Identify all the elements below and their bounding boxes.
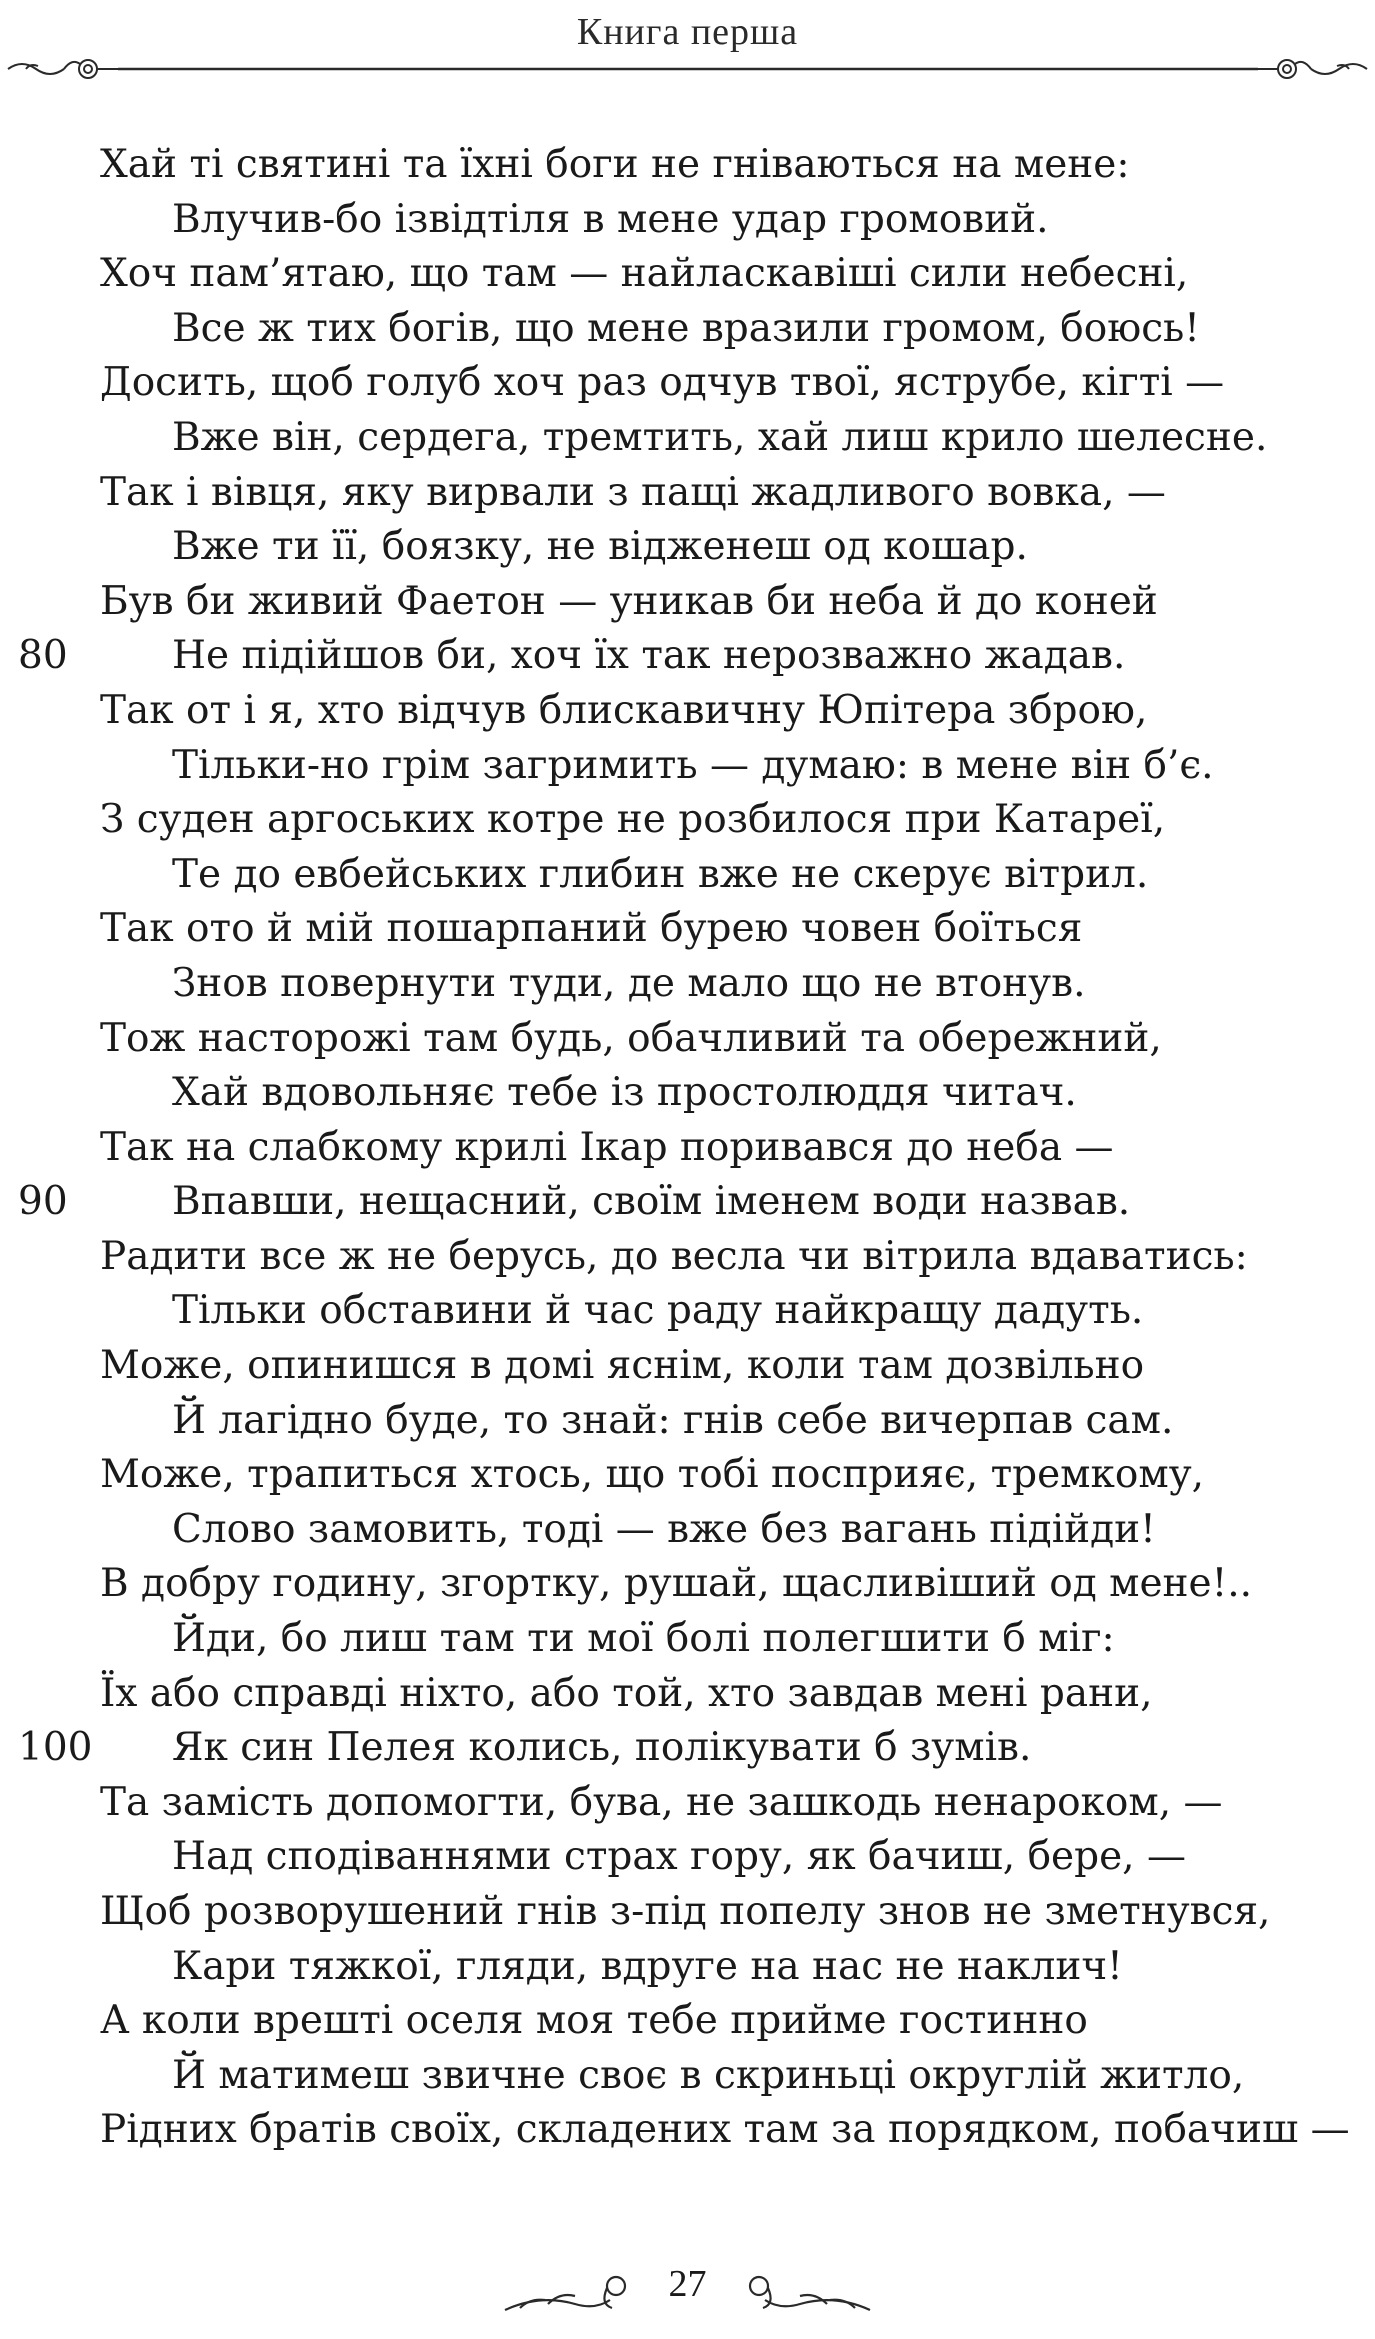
verse-text: Вже ти її, боязку, не віджeнеш од кошар. bbox=[172, 524, 1028, 570]
verse-text: З суден аргоських котре не розбилося при Катареї, bbox=[100, 797, 1166, 843]
verse-line bbox=[0, 1994, 1375, 2049]
verse-line bbox=[0, 1284, 1375, 1339]
verse-text: Так ото й мій пошарпаний бурею човен боїться bbox=[100, 906, 1083, 952]
header-ornament-rule bbox=[0, 54, 1375, 84]
verse-line bbox=[0, 138, 1375, 193]
verse-text: Їх або справді ніхто, або той, хто завдав мені рани, bbox=[100, 1670, 1153, 1716]
verse-text: Був би живий Фаетон — уникав би неба й до коней bbox=[100, 578, 1158, 624]
verse-text: Хай ті святині та їхні боги не гніваються на мене: bbox=[100, 142, 1130, 187]
verse-line bbox=[0, 1448, 1375, 1503]
verse-text: Та замість допомогти, бува, не зашкодь ненароком, — bbox=[100, 1779, 1223, 1825]
verse-text: Так от і я, хто відчув блискавичну Юпітера зброю, bbox=[100, 687, 1148, 733]
verse-text: Тільки-но грім загримить — думаю: в мене він б’є. bbox=[172, 742, 1214, 788]
verse-text: Досить, щоб голуб хоч раз одчув твої, яструбе, кігті — bbox=[100, 360, 1225, 406]
poem-body bbox=[0, 138, 1375, 2158]
line-number: 100 bbox=[18, 1725, 93, 1771]
verse-text: Те до евбейських глибин вже не скерує вітрил. bbox=[172, 851, 1149, 897]
verse-line bbox=[0, 1339, 1375, 1394]
verse-line bbox=[0, 1230, 1375, 1285]
verse-line bbox=[0, 1885, 1375, 1940]
left-flourish-icon bbox=[8, 60, 118, 78]
line-number: 90 bbox=[18, 1179, 68, 1225]
verse-text: Над сподіваннями страх гору, як бачиш, бере, — bbox=[172, 1834, 1186, 1880]
verse-text: Як син Пелея колись, полікувати б зумів. bbox=[172, 1725, 1032, 1771]
verse-line bbox=[0, 247, 1375, 302]
verse-text: Слово замовить, тоді — вже без вагань підійди! bbox=[172, 1506, 1156, 1552]
verse-text: Хоч пам’ятаю, що там — найласкавіші сили небесні, bbox=[100, 251, 1189, 297]
verse-text: Кари тяжкої, гляди, вдруге на нас не наклич! bbox=[172, 1943, 1123, 1989]
verse-text: Не підійшов би, хоч їх так нерозважно жадав. bbox=[172, 633, 1126, 679]
verse-line bbox=[0, 957, 1375, 1012]
verse-line bbox=[0, 193, 1375, 248]
verse-text: Тож насторожі там будь, обачливий та обережний, bbox=[100, 1015, 1162, 1061]
verse-text: Знов повернути туди, де мало що не втонув. bbox=[172, 960, 1086, 1006]
verse-text: Хай вдовольняє тебе із простолюддя читач. bbox=[172, 1070, 1077, 1116]
verse-line bbox=[0, 1394, 1375, 1449]
verse-line bbox=[0, 356, 1375, 411]
verse-line bbox=[0, 2049, 1375, 2104]
verse-text: Й матимеш звичне своє в скриньці округлій житло, bbox=[172, 2052, 1245, 2098]
verse-line bbox=[0, 1066, 1375, 1121]
verse-line bbox=[0, 1830, 1375, 1885]
verse-line bbox=[0, 629, 1375, 684]
verse-text: А коли врешті оселя моя тебе прийме гостинно bbox=[100, 1998, 1088, 2044]
verse-line bbox=[0, 1776, 1375, 1831]
verse-text: Вже він, сердега, тремтить, хай лиш крило шелесне. bbox=[172, 414, 1268, 460]
verse-line bbox=[0, 1012, 1375, 1067]
verse-line bbox=[0, 575, 1375, 630]
verse-text: Радити все ж не берусь, до весла чи вітрила вдаватись: bbox=[100, 1233, 1248, 1279]
verse-line bbox=[0, 902, 1375, 957]
verse-text: Впавши, нещасний, своїм іменем води назвав. bbox=[172, 1179, 1131, 1225]
verse-text: Все ж тих богів, що мене вразили громом, боюсь! bbox=[172, 305, 1200, 351]
verse-text: Рідних братів своїх, складених там за порядком, побачиш — bbox=[100, 2107, 1350, 2153]
verse-line bbox=[0, 411, 1375, 466]
verse-line bbox=[0, 1557, 1375, 1612]
verse-line bbox=[0, 302, 1375, 357]
verse-line bbox=[0, 2103, 1375, 2158]
verse-line bbox=[0, 1175, 1375, 1230]
verse-text: Тільки обставини й час раду найкращу дадуть. bbox=[172, 1288, 1144, 1334]
verse-text: Може, опинишся в домі яснім, коли там дозвільно bbox=[100, 1343, 1145, 1389]
verse-line bbox=[0, 1667, 1375, 1722]
verse-line bbox=[0, 1121, 1375, 1176]
verse-line bbox=[0, 848, 1375, 903]
verse-text: Й лагідно буде, то знай: гнів себе вичерпав сам. bbox=[172, 1397, 1174, 1443]
verse-line bbox=[0, 1940, 1375, 1995]
verse-line bbox=[0, 684, 1375, 739]
verse-line bbox=[0, 466, 1375, 521]
verse-text: В добру годину, згортку, рушай, щасливіший од мене!.. bbox=[100, 1561, 1253, 1607]
verse-line bbox=[0, 739, 1375, 794]
verse-line bbox=[0, 793, 1375, 848]
page-number: 27 bbox=[668, 2263, 707, 2305]
verse-text: Може, трапиться хтось, що тобі посприяє, тремкому, bbox=[100, 1452, 1205, 1498]
line-number: 80 bbox=[18, 633, 68, 679]
running-head: Книга перша bbox=[576, 11, 799, 53]
verse-line bbox=[0, 520, 1375, 575]
verse-text: Влучив-бо ізвідтіля в мене удар громовий. bbox=[172, 196, 1049, 242]
verse-text: Щоб розворушений гнів з-під попелу знов не зметнувся, bbox=[100, 1889, 1271, 1934]
verse-text: Так на слабкому крилі Ікар поривався до неба — bbox=[100, 1124, 1114, 1170]
verse-line bbox=[0, 1721, 1375, 1776]
verse-line bbox=[0, 1612, 1375, 1667]
verse-text: Так і вівця, яку вирвали з пащі жадливого вовка, — bbox=[100, 469, 1166, 515]
verse-line bbox=[0, 1503, 1375, 1558]
right-flourish-icon bbox=[1258, 60, 1367, 78]
verse-text: Йди, бо лиш там ти мої болі полегшити б міг: bbox=[172, 1616, 1115, 1662]
